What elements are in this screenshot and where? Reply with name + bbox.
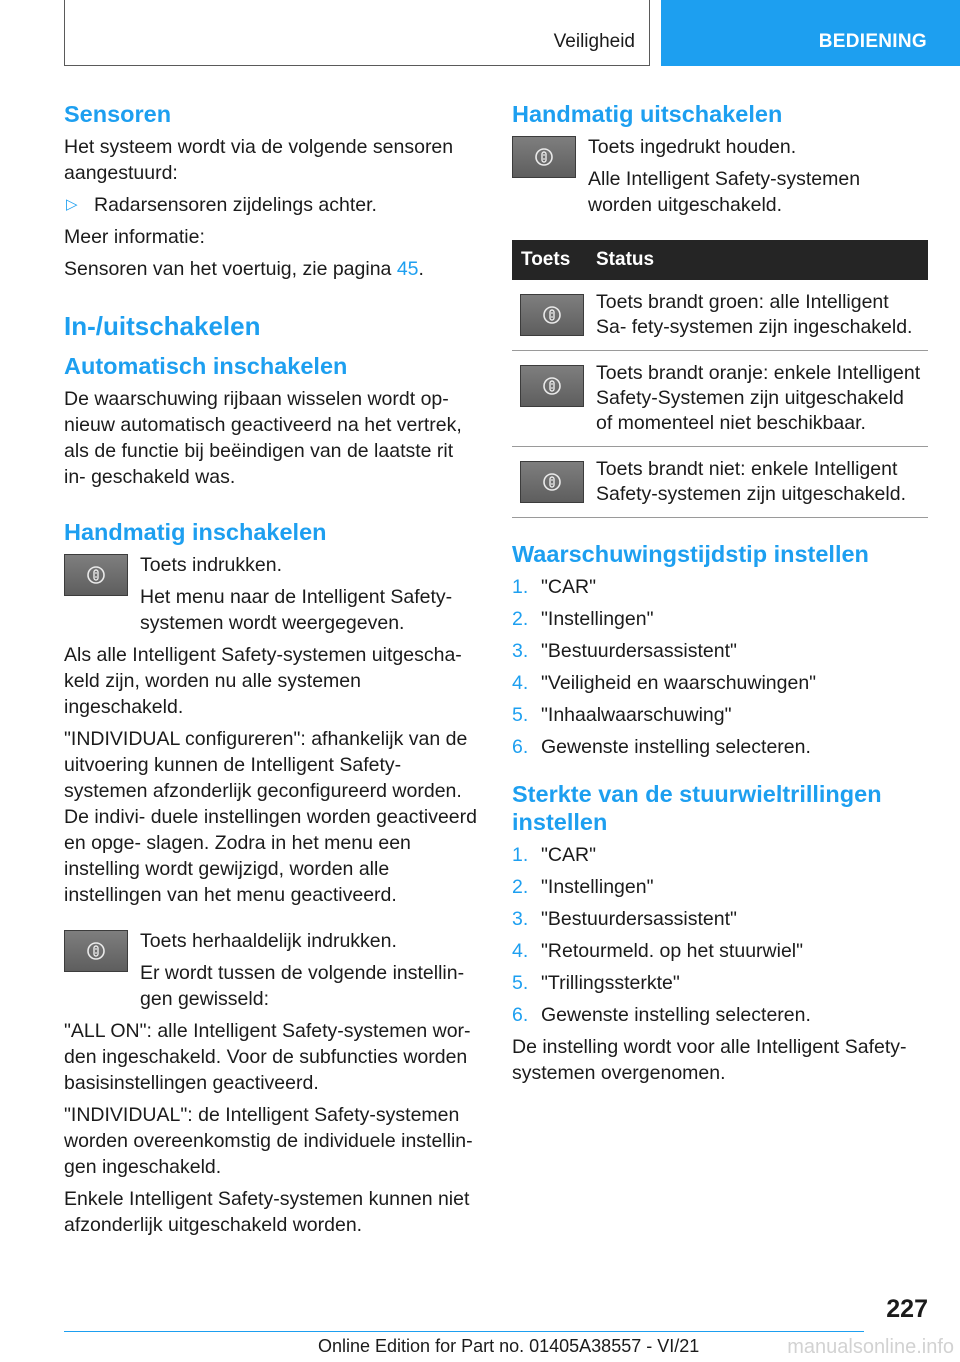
step-text: "Veiligheid en waarschuwingen" (541, 672, 817, 694)
table-cell-status: Toets brandt niet: enkele Intelligent Safety-systemen zijn uitgeschakeld. (596, 447, 928, 518)
individual-paragraph: "INDIVIDUAL": de Intelligent Safety-systemen worden overeenkomstig de individuele instellin- gen ingeschakeld. (64, 1104, 473, 1178)
list-item: 3. "Bestuurdersassistent" (512, 640, 737, 662)
table-header-status: Status (596, 240, 928, 280)
waarschuwingstijdstip-heading: Waarschuwingstijdstip instellen (512, 541, 869, 567)
sensoren-ref-end: . (418, 258, 424, 280)
sensoren-heading: Sensoren (64, 101, 172, 127)
triangle-bullet-icon: ▷ (66, 196, 78, 213)
list-item: 2. "Instellingen" (512, 608, 654, 630)
sterkte-heading: Sterkte van de stuurwieltrillingen instellen (512, 781, 882, 835)
intelligent-safety-button-icon (64, 554, 128, 596)
all-on-paragraph: "ALL ON": alle Intelligent Safety-systemen wor- den ingeschakeld. Voor de subfuncties worden basisinstellingen geactiveerd. (64, 1020, 471, 1094)
list-item: 6. Gewenste instelling selecteren. (512, 1004, 811, 1026)
automatisch-heading: Automatisch inschakelen (64, 353, 348, 379)
header-chapter-label: BEDIENING (818, 31, 927, 52)
step-text: "CAR" (541, 576, 597, 598)
intelligent-safety-button-icon (520, 461, 584, 503)
step-text: "CAR" (541, 844, 597, 866)
intelligent-safety-button-icon (520, 294, 584, 336)
step-text: "Trillingssterkte" (541, 972, 680, 994)
table-cell-status: Toets brandt oranje: enkele Intelligent Safety-Systemen zijn uitgeschakeld of momenteel niet beschikbaar. (596, 351, 928, 447)
step-text: "Instellingen" (541, 876, 654, 898)
table-row (512, 447, 928, 518)
table-cell-icon (512, 447, 596, 518)
intelligent-safety-button-icon (64, 930, 128, 972)
list-item: 3. "Bestuurdersassistent" (512, 908, 737, 930)
handmatig-uit-block (512, 134, 928, 218)
list-item: 1. "CAR" (512, 844, 597, 866)
handmatig-in-paragraph-2: "INDIVIDUAL configureren": afhankelijk van de uitvoering kunnen de Intelligent Safety-systemen afzonderlijk geconfigureerd worden. De indivi- duele instellingen worden geactiveerd en opge- slagen. Zodra in het menu een instelling wordt gewijzigd, worden alle instellingen van het menu geactiveerd. (64, 728, 477, 906)
header-box (64, 0, 650, 66)
handmatig-uit-line1: Toets ingedrukt houden. (588, 136, 797, 158)
table-header-row (512, 240, 928, 280)
step-text: "Retourmeld. op het stuurwiel" (541, 940, 804, 962)
waarschuwingstijdstip-steps (512, 574, 928, 760)
table-cell-status: Toets brandt groen: alle Intelligent Sa- fety-systemen zijn ingeschakeld. (596, 280, 928, 351)
niet-uitschakelbaar-paragraph: Enkele Intelligent Safety-systemen kunnen niet afzonderlijk uitgeschakeld worden. (64, 1188, 470, 1236)
intelligent-safety-button-icon (512, 136, 576, 178)
footer-divider (64, 1331, 864, 1332)
automatisch-text: De waarschuwing rijbaan wisselen wordt op- nieuw automatisch geactiveerd na het vertrek, als de functie bij beëindigen van de laatste rit in- geschakeld was. (64, 388, 462, 488)
herhaaldelijk-block (64, 928, 480, 1012)
page-link[interactable]: 45 (396, 258, 419, 280)
table-cell-icon (512, 351, 596, 447)
list-item (64, 192, 480, 218)
step-text: Gewenste instelling selecteren. (541, 1004, 811, 1026)
step-text: "Inhaalwaarschuwing" (541, 704, 732, 726)
status-table (512, 240, 928, 518)
left-column (64, 100, 480, 1244)
table-cell-icon (512, 280, 596, 351)
sensoren-bullet-text: Radarsensoren zijdelings achter. (94, 194, 377, 216)
sterkte-note: De instelling wordt voor alle Intelligent Safety- systemen overgenomen. (512, 1036, 907, 1084)
handmatig-in-paragraph-1: Als alle Intelligent Safety-systemen uitgescha- keld zijn, worden nu alle systemen ingeschakeld. (64, 644, 462, 718)
table-header-toets: Toets (512, 240, 596, 280)
sensoren-reference (64, 256, 480, 282)
handmatig-in-line1: Toets indrukken. (140, 554, 282, 576)
step-text: "Instellingen" (541, 608, 654, 630)
list-item: 5. "Inhaalwaarschuwing" (512, 704, 732, 726)
herhaaldelijk-line2: Er wordt tussen de volgende instellin- gen gewisseld: (140, 962, 465, 1010)
intelligent-safety-button-icon (520, 365, 584, 407)
step-text: "Bestuurdersassistent" (541, 908, 737, 930)
step-text: Gewenste instelling selecteren. (541, 736, 811, 758)
footer-edition-text: Online Edition for Part no. 01405A38557 - VI/21 (318, 1336, 700, 1356)
list-item: 4. "Veiligheid en waarschuwingen" (512, 672, 817, 694)
header-section-label: Veiligheid (553, 31, 635, 52)
list-item: 4. "Retourmeld. op het stuurwiel" (512, 940, 804, 962)
handmatig-in-line2: Het menu naar de Intelligent Safety- systemen wordt weergegeven. (140, 586, 453, 634)
list-item: 2. "Instellingen" (512, 876, 654, 898)
list-item: 5. "Trillingssterkte" (512, 972, 680, 994)
inuitschakelen-heading: In-/uitschakelen (64, 311, 261, 341)
table-row (512, 351, 928, 447)
watermark: manualsonline.info (787, 1336, 954, 1358)
sensoren-ref-text: Sensoren van het voertuig, zie pagina (64, 258, 397, 280)
sensoren-text: Het systeem wordt via de volgende sensoren aangestuurd: (64, 136, 454, 184)
right-column (512, 100, 928, 1092)
sterkte-steps (512, 842, 928, 1028)
handmatig-in-heading: Handmatig inschakelen (64, 519, 327, 545)
herhaaldelijk-line1: Toets herhaaldelijk indrukken. (140, 930, 397, 952)
header-chapter-tab[interactable] (661, 0, 960, 66)
list-item: 6. Gewenste instelling selecteren. (512, 736, 811, 758)
table-row (512, 280, 928, 351)
handmatig-uit-line2: Alle Intelligent Safety-systemen worden uitgeschakeld. (588, 168, 861, 216)
handmatig-in-block (64, 552, 480, 636)
list-item: 1. "CAR" (512, 576, 597, 598)
meer-informatie-label: Meer informatie: (64, 226, 205, 248)
handmatig-uit-heading: Handmatig uitschakelen (512, 101, 783, 127)
page-number: 227 (886, 1295, 928, 1323)
step-text: "Bestuurdersassistent" (541, 640, 737, 662)
